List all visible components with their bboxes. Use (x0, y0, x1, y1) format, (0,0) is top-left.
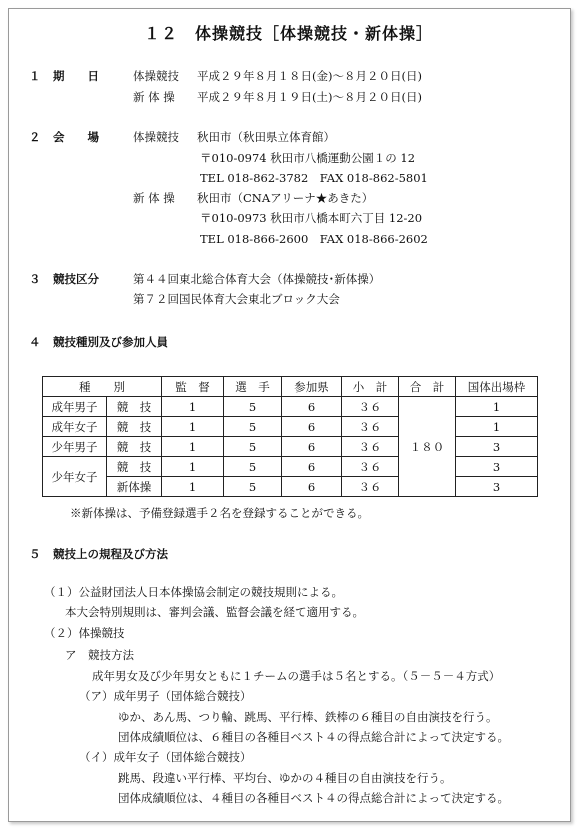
venue-1-address: 〒010-0974 秋田市八橋運動公園１の 12 (200, 151, 416, 165)
section-5-number: ５ (29, 547, 41, 561)
row-event: 競 技 (107, 457, 162, 477)
row-event: 競 技 (107, 437, 162, 457)
category-line-2: 第７２回国民体育大会東北ブロック大会 (133, 292, 340, 306)
row-quota: 3 (456, 437, 538, 457)
date-gymnastics-event: 体操競技 (133, 69, 179, 83)
row-prefectures: 6 (282, 397, 342, 417)
section-4-number: ４ (29, 335, 41, 349)
section-3-label: 競技区分 (53, 272, 99, 286)
row-players: 5 (224, 457, 282, 477)
row-players: 5 (224, 477, 282, 497)
row-prefectures: 6 (282, 457, 342, 477)
grand-total: １８０ (399, 397, 456, 497)
table-row (43, 397, 538, 417)
row-prefectures: 6 (282, 437, 342, 457)
venue-2-tel: TEL 018-866-2600 FAX 018-866-2602 (200, 232, 428, 246)
date-rhythmic-value: 平成２９年８月１９日(土)～８月２０日(日) (197, 90, 422, 104)
header-prefectures: 参加県 (282, 377, 342, 397)
participants-table (42, 376, 538, 497)
header-coach: 監 督 (162, 377, 224, 397)
row-prefectures: 6 (282, 477, 342, 497)
row-coach: 1 (162, 457, 224, 477)
row-coach: 1 (162, 477, 224, 497)
venue-2-address: 〒010-0973 秋田市八橋本町六丁目 12-20 (200, 211, 423, 225)
women-text-2: 団体成績順位は、４種目の各種目ベスト４の得点総合計によって決定する。 (118, 791, 509, 805)
header-subtotal: 小 計 (342, 377, 399, 397)
row-subtotal: ３６ (342, 457, 399, 477)
row-event: 新体操 (107, 477, 162, 497)
women-text-1: 跳馬、段違い平行棒、平均台、ゆかの４種目の自由演技を行う。 (118, 771, 452, 785)
section-2-number: ２ (29, 130, 41, 144)
row-subtotal: ３６ (342, 437, 399, 457)
row-coach: 1 (162, 437, 224, 457)
row-subtotal: ３６ (342, 477, 399, 497)
row-subtotal: ３６ (342, 417, 399, 437)
rule-2: （２）体操競技 (44, 626, 125, 640)
men-heading: （ア）成年男子（団体総合競技） (79, 689, 252, 703)
row-event: 競 技 (107, 397, 162, 417)
section-1-label: 期 日 (53, 69, 99, 83)
table-row (43, 477, 538, 497)
method-heading: ア 競技方法 (65, 648, 134, 662)
date-rhythmic-event: 新 体 操 (133, 90, 175, 104)
section-1-number: １ (29, 69, 41, 83)
row-subtotal: ３６ (342, 397, 399, 417)
venue-1-tel: TEL 018-862-3782 FAX 018-862-5801 (200, 171, 428, 185)
rule-1: （１）公益財団法人日本体操協会制定の競技規則による。 (44, 585, 343, 599)
venue-2-event: 新 体 操 (133, 191, 175, 205)
method-text: 成年男女及び少年男女ともに１チームの選手は５名とする。（５－５－４方式） (92, 669, 501, 683)
header-category: 種 別 (43, 377, 162, 397)
table-row (43, 457, 538, 477)
venue-1-event: 体操競技 (133, 130, 179, 144)
row-coach: 1 (162, 397, 224, 417)
row-group: 成年女子 (43, 417, 107, 437)
row-group: 成年男子 (43, 397, 107, 417)
rule-1-continued: 本大会特別規則は、審判会議、監督会議を経て適用する。 (65, 605, 364, 619)
men-text-2: 団体成績順位は、６種目の各種目ベスト４の得点総合計によって決定する。 (118, 730, 509, 744)
header-players: 選 手 (224, 377, 282, 397)
row-event: 競 技 (107, 417, 162, 437)
row-players: 5 (224, 417, 282, 437)
row-prefectures: 6 (282, 417, 342, 437)
section-2-label: 会 場 (53, 130, 99, 144)
page-title: １２ 体操競技［体操競技・新体操］ (143, 24, 433, 43)
section-4-label: 競技種別及び参加人員 (53, 335, 168, 349)
row-quota: 3 (456, 457, 538, 477)
category-line-1: 第４４回東北総合体育大会（体操競技･新体操） (133, 272, 381, 286)
header-total: 合 計 (399, 377, 456, 397)
table-note: ※新体操は、予備登録選手２名を登録することができる。 (70, 506, 369, 520)
row-quota: 1 (456, 417, 538, 437)
section-3-number: ３ (29, 272, 41, 286)
section-5-label: 競技上の規程及び方法 (53, 547, 168, 561)
row-quota: 1 (456, 397, 538, 417)
table-row (43, 417, 538, 437)
row-coach: 1 (162, 417, 224, 437)
row-group: 少年女子 (43, 457, 107, 497)
women-heading: （イ）成年女子（団体総合競技） (79, 750, 252, 764)
row-quota: 3 (456, 477, 538, 497)
venue-2-name: 秋田市（CNAアリーナ★あきた） (197, 191, 374, 205)
table-row (43, 437, 538, 457)
table-header-row (43, 377, 538, 397)
row-players: 5 (224, 397, 282, 417)
header-quota: 国体出場枠 (456, 377, 538, 397)
date-gymnastics-value: 平成２９年８月１８日(金)～８月２０日(日) (197, 69, 422, 83)
row-group: 少年男子 (43, 437, 107, 457)
row-players: 5 (224, 437, 282, 457)
venue-1-name: 秋田市（秋田県立体育館） (197, 130, 335, 144)
men-text-1: ゆか、あん馬、つり輪、跳馬、平行棒、鉄棒の６種目の自由演技を行う。 (118, 710, 498, 724)
